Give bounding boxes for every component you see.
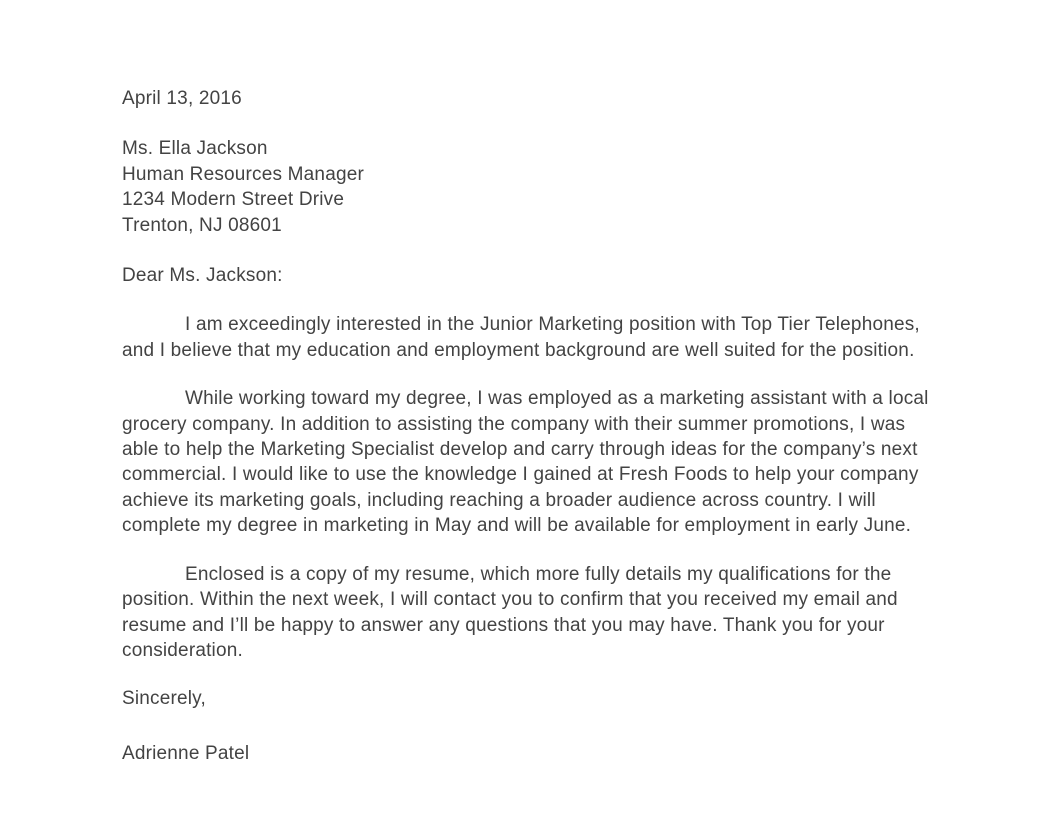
closing-line: Sincerely,	[122, 688, 206, 710]
letter-date: April 13, 2016	[122, 88, 242, 109]
body-paragraph-1: I am exceedingly interested in the Junior Marketing position with Top Tier Telephones, and I believe that my education and employment background are well suited for the position.	[122, 314, 920, 361]
letter-body	[122, 86, 938, 766]
recipient-city-state-zip: Trenton, NJ 08601	[122, 214, 282, 236]
recipient-address-block	[122, 136, 938, 238]
recipient-title: Human Resources Manager	[122, 163, 364, 185]
recipient-name: Ms. Ella Jackson	[122, 138, 268, 160]
signature-name: Adrienne Patel	[122, 742, 250, 764]
body-paragraph-2: While working toward my degree, I was employed as a marketing assistant with a local grocery company. In addition to assisting the company with their summer promotions, I was able to help the Marketing Specialist develop and carry through ideas for the company’s next commercial. I would like to use the knowledge I gained at Fresh Foods to help your company achieve its marketing goals, including reaching a broader audience across country. I will complete my degree in marketing in May and will be available for employment in early June.	[122, 388, 929, 537]
body-paragraph-3: Enclosed is a copy of my resume, which more fully details my qualifications for the position. Within the next week, I will contact you to confirm that you received my email and resume and I’ll be happy to answer any questions that you may have. Thank you for your consideration.	[122, 563, 898, 661]
salutation: Dear Ms. Jackson:	[122, 265, 283, 287]
recipient-street: 1234 Modern Street Drive	[122, 189, 345, 211]
